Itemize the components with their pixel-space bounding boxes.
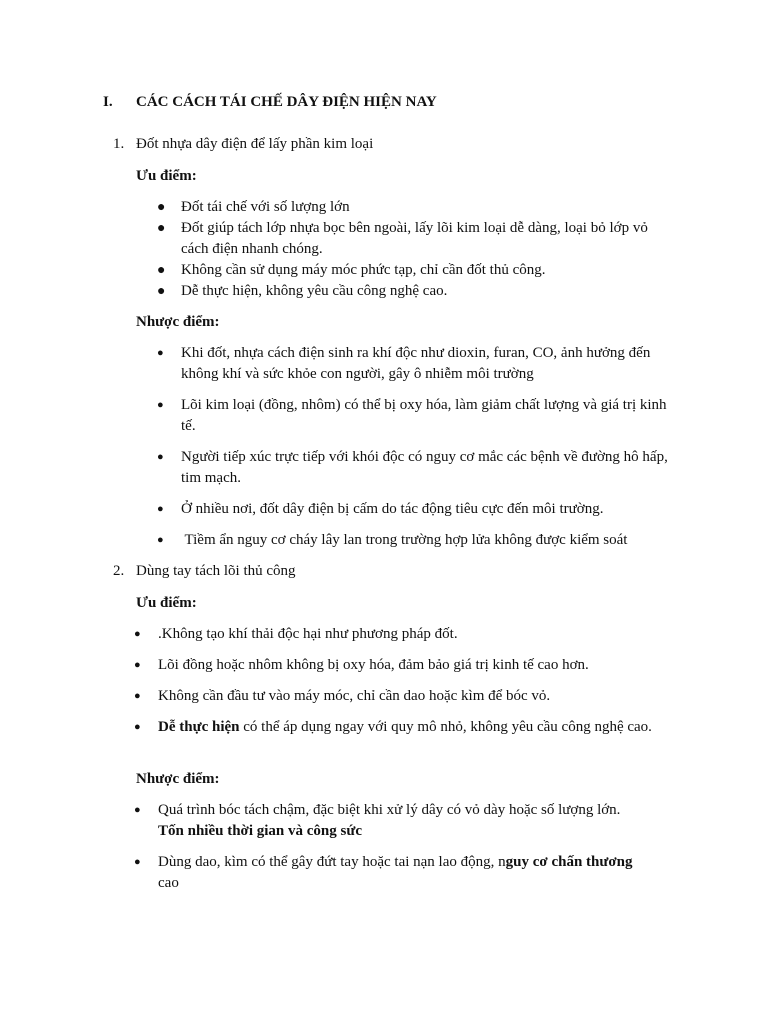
section-2-pros-list — [134, 624, 674, 738]
bullet-icon: ● — [157, 399, 164, 411]
bullet-icon: ● — [157, 503, 164, 515]
list-item: ● Đốt tái chế với số lượng lớn — [157, 197, 677, 218]
list-item: ● Quá trình bóc tách chậm, đặc biệt khi xử lý dây có vỏ dày hoặc số lượng lớn. Tốn nhiều thời gian và công sức — [134, 802, 621, 839]
heading-text: CÁC CÁCH TÁI CHẾ DÂY ĐIỆN HIỆN NAY — [136, 94, 437, 110]
section-2-number: 2. — [113, 563, 125, 579]
section-2-title-text: Dùng tay tách lõi thủ công — [136, 563, 296, 579]
list-item: ● Lõi kim loại (đồng, nhôm) có thể bị oxy hóa, làm giảm chất lượng và giá trị kinh tế. — [157, 397, 667, 434]
bullet-icon: ● — [157, 263, 166, 278]
section-2-cons-label: Nhược điểm: — [136, 771, 220, 787]
list-item: ● Người tiếp xúc trực tiếp với khói độc có nguy cơ mắc các bệnh về đường hô hấp, tim mạch. — [157, 449, 668, 486]
list-item: ● Ở nhiều nơi, đốt dây điện bị cấm do tác động tiêu cực đến môi trường. — [157, 499, 677, 520]
bullet-icon: ● — [134, 721, 141, 733]
list-item: ● Không cần đầu tư vào máy móc, chỉ cần dao hoặc kìm để bóc vỏ. — [134, 686, 674, 707]
bullet-icon: ● — [157, 347, 164, 359]
bullet-icon: ● — [157, 451, 164, 463]
bullet-icon: ● — [134, 628, 141, 640]
list-item: ● Đốt giúp tách lớp nhựa bọc bên ngoài, lấy lõi kim loại dễ dàng, loại bỏ lớp vỏ cách điện nhanh chóng. — [157, 220, 648, 257]
list-item: ● Tiềm ẩn nguy cơ cháy lây lan trong trường hợp lửa không được kiểm soát — [157, 530, 677, 551]
bullet-icon: ● — [157, 221, 166, 236]
section-1-number: 1. — [113, 136, 125, 152]
list-item: ● Không cần sử dụng máy móc phức tạp, chỉ cần đốt thủ công. — [157, 260, 677, 281]
bullet-icon: ● — [157, 200, 166, 215]
section-2-cons-list — [134, 800, 679, 894]
bullet-icon: ● — [134, 690, 141, 702]
section-1-pros-label: Ưu điểm: — [136, 168, 197, 184]
bullet-icon: ● — [157, 284, 166, 299]
section-1-cons-list — [157, 343, 677, 551]
section-1-title-text: Đốt nhựa dây điện để lấy phần kim loại — [136, 136, 374, 152]
bullet-icon: ● — [134, 659, 141, 671]
main-heading — [103, 92, 437, 113]
bullet-icon: ● — [134, 856, 141, 868]
list-item: ● Khi đốt, nhựa cách điện sinh ra khí độc như dioxin, furan, CO, ảnh hưởng đến không khí và sức khỏe con người, gây ô nhiễm môi trường — [157, 345, 651, 382]
section-1-title — [113, 134, 373, 155]
heading-number: I. — [103, 94, 113, 110]
bullet-icon: ● — [134, 804, 141, 816]
list-item: ● .Không tạo khí thải độc hại như phương pháp đốt. — [134, 624, 674, 645]
section-2-title — [113, 561, 296, 582]
section-2-pros-label: Ưu điểm: — [136, 595, 197, 611]
list-item: ● Lõi đồng hoặc nhôm không bị oxy hóa, đảm bảo giá trị kinh tế cao hơn. — [134, 655, 674, 676]
section-1-pros-list — [157, 197, 677, 302]
list-item: ● Dễ thực hiện có thể áp dụng ngay với quy mô nhỏ, không yêu cầu công nghệ cao. — [134, 717, 674, 738]
list-item: ● Dễ thực hiện, không yêu cầu công nghệ cao. — [157, 281, 677, 302]
list-item: ● Dùng dao, kìm có thể gây đứt tay hoặc tai nạn lao động, nguy cơ chấn thương cao — [134, 854, 633, 891]
section-1-cons-label: Nhược điểm: — [136, 314, 220, 330]
bullet-icon: ● — [157, 534, 164, 546]
